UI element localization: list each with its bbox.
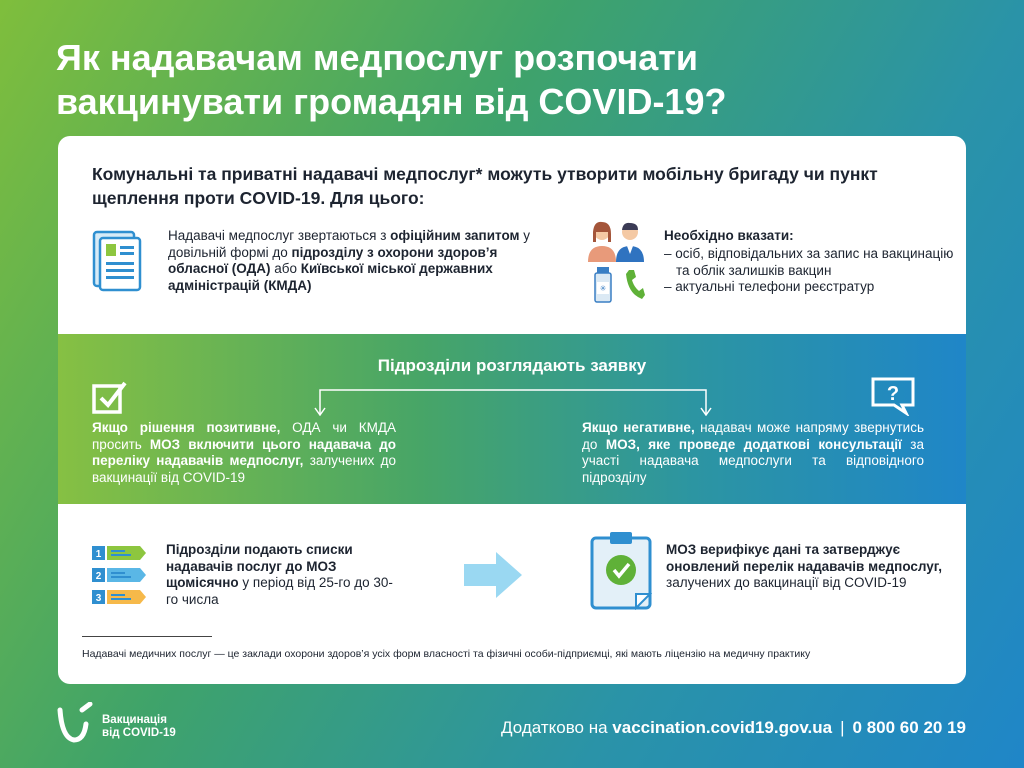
people-icon — [586, 220, 646, 262]
footnote: Надавачі медичних послуг — це заклади охорони здоров’я усіх форм власності та фізичні особи-підприємці, які мають ліцензію на медичну практику — [82, 648, 811, 660]
list-number-1: 1 — [95, 549, 102, 560]
review-title: Підрозділи розглядають заявку — [377, 356, 647, 375]
brand-line-1: Вакцинація — [102, 714, 167, 726]
step-1-text: Надавачі медпослуг звертаються з офіційним запитом у довільній формі до підрозділу з охорони здоров’я обласної (ОДА) або Київської міської державних адміністрацій (КМДА) — [168, 228, 531, 293]
contact-separator: | — [840, 718, 845, 737]
svg-text:✳: ✳ — [599, 284, 607, 293]
checkbox-icon — [92, 380, 128, 414]
step-4-text: МОЗ верифікує дані та затверджує оновлений перелік надавачів медпослуг, залучених до вакцинації від COVID-19 — [666, 542, 942, 590]
brand-logo-icon — [56, 702, 96, 746]
arrow-right-icon — [464, 552, 522, 598]
clipboard-check-icon — [590, 530, 652, 610]
vaccine-vial-icon — [592, 266, 614, 304]
branch-arrows — [308, 386, 718, 416]
need-title: Необхідно вказати: — [664, 228, 794, 243]
list-number-2: 2 — [95, 571, 102, 582]
brand-line-2: від COVID-19 — [102, 727, 176, 739]
negative-outcome-text: Якщо негативне, надавач може напряму звернутись до МОЗ, яке проведе додаткові консультації за участі надавача медпослуги та відповідного підрозділу — [582, 420, 925, 485]
contact-prefix: Додатково на — [501, 718, 613, 737]
document-icon — [92, 230, 142, 292]
info-card — [58, 136, 966, 684]
step-3-text: Підрозділи подають списки надавачів послуг до МОЗ щомісячно у період від 25-го до 30-го числа — [166, 542, 393, 607]
list-number-3: 3 — [95, 593, 102, 604]
numbered-list-icon — [90, 542, 150, 608]
footnote-divider — [82, 636, 212, 637]
intro-text: Комунальні та приватні надавачі медпослуг* можуть утворити мобільну бригаду чи пункт щеплення проти COVID-19. Для цього: — [92, 164, 878, 208]
phone-icon — [624, 268, 646, 300]
contact-phone[interactable]: 0 800 60 20 19 — [852, 718, 966, 737]
title-line-2: вакцинувати громадян від COVID-19? — [56, 81, 727, 122]
need-item-responsible: – осіб, відповідальних за запис на вакцинацію та облік залишків вакцин — [664, 246, 954, 278]
contact-website-link[interactable]: vaccination.covid19.gov.ua — [612, 718, 833, 737]
question-bubble-icon — [870, 376, 916, 416]
review-band — [58, 334, 966, 504]
need-list — [664, 246, 954, 296]
page-title — [56, 36, 956, 124]
svg-text:?: ? — [886, 383, 900, 405]
need-item-phones: – актуальні телефони реєстратур — [664, 279, 875, 294]
contact-info — [501, 718, 966, 738]
positive-outcome-text: Якщо рішення позитивне, ОДА чи КМДА просить МОЗ включити цього надавача до переліку надавачів медпослуг, залучених до вакцинації від COVID-19 — [92, 420, 397, 485]
brand-name — [102, 714, 176, 740]
title-line-1: Як надавачам медпослуг розпочати — [56, 37, 698, 78]
